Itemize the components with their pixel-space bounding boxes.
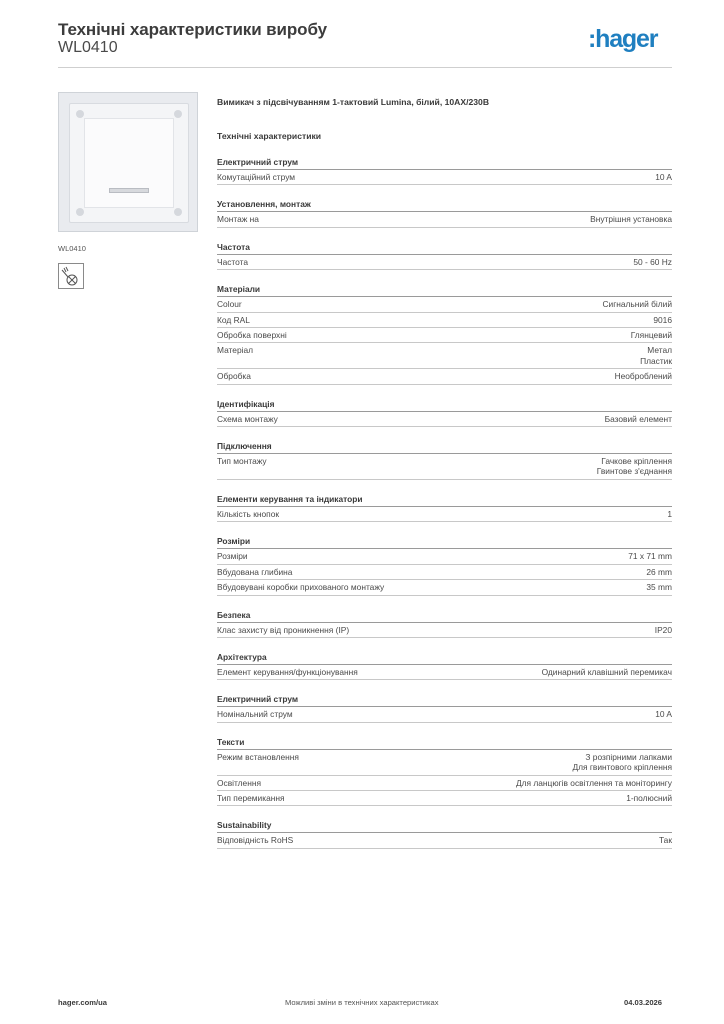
spec-value xyxy=(602,299,672,309)
section-title: Розміри xyxy=(217,536,672,549)
spec-label: Тип перемикання xyxy=(217,792,285,803)
spec-label: Код RAL xyxy=(217,314,250,325)
spec-value-line: Так xyxy=(658,835,672,846)
spec-value xyxy=(655,172,672,182)
spec-value-line: 50 - 60 Hz xyxy=(633,256,672,267)
spec-value-line: 10 A xyxy=(655,709,672,720)
spec-section xyxy=(217,242,672,270)
spec-row xyxy=(217,328,672,343)
spec-row xyxy=(217,833,672,848)
section-title: Елементи керування та індикатори xyxy=(217,494,672,507)
spec-heading: Технічні характеристики xyxy=(217,131,322,141)
product-image xyxy=(58,92,198,232)
spec-row xyxy=(217,750,672,776)
spec-row xyxy=(217,580,672,595)
spec-label: Кількість кнопок xyxy=(217,508,280,519)
spec-value-line: Для ланцюгів освітлення та моніторингу xyxy=(515,777,672,788)
spec-row xyxy=(217,313,672,328)
spec-value xyxy=(655,625,672,635)
spec-value xyxy=(646,582,672,592)
spec-label: Схема монтажу xyxy=(217,413,278,424)
spec-value-line: Одинарний клавішний перемикач xyxy=(541,666,672,677)
spec-sections xyxy=(217,157,672,849)
spec-section xyxy=(217,694,672,722)
spec-value-line: Метал xyxy=(647,345,672,356)
section-title: Частота xyxy=(217,242,672,255)
spec-value xyxy=(633,257,672,267)
spec-label: Colour xyxy=(217,299,242,310)
spec-section xyxy=(217,652,672,680)
spec-row xyxy=(217,212,672,227)
image-caption: WL0410 xyxy=(58,244,86,253)
spec-value xyxy=(631,330,672,340)
spec-value xyxy=(516,778,672,788)
spec-label: Частота xyxy=(217,256,249,267)
footer-date: 04.03.2026 xyxy=(624,998,663,1007)
spec-section xyxy=(217,737,672,807)
spec-row xyxy=(217,507,672,522)
spec-row xyxy=(217,791,672,806)
spec-label: Тип монтажу xyxy=(217,456,267,467)
footer-note: Можливі зміни в технічних характеристиках xyxy=(285,998,439,1007)
spec-row xyxy=(217,369,672,384)
spec-label: Режим встановлення xyxy=(217,751,299,762)
spec-value-line: IP20 xyxy=(654,624,672,635)
spec-section xyxy=(217,199,672,227)
spec-row xyxy=(217,549,672,564)
product-title: Вимикач з підсвічуванням 1-тактовий Lumina, білий, 10AX/230В xyxy=(217,97,490,107)
spec-label: Номінальний струм xyxy=(217,709,293,720)
spec-value-line: 1 xyxy=(667,508,672,519)
spec-value-line: 1-полюсний xyxy=(626,792,672,803)
spec-label: Комутаційний струм xyxy=(217,172,296,182)
spec-value-line: 26 mm xyxy=(646,566,672,577)
spec-section xyxy=(217,399,672,427)
spec-value xyxy=(646,567,672,577)
spec-row xyxy=(217,623,672,638)
spec-label: Розміри xyxy=(217,551,248,562)
spec-section xyxy=(217,441,672,480)
spec-row xyxy=(217,665,672,680)
hager-logo: :hager xyxy=(588,25,658,53)
spec-row xyxy=(217,454,672,480)
spec-value xyxy=(653,315,672,325)
spec-label: Обробка поверхні xyxy=(217,330,287,341)
spec-row xyxy=(217,297,672,312)
section-title: Архітектура xyxy=(217,652,672,665)
spec-value xyxy=(655,709,672,719)
spec-value-line: Глянцевий xyxy=(630,330,672,341)
spec-label: Монтаж на xyxy=(217,214,259,225)
spec-label: Матеріал xyxy=(217,345,254,356)
spec-row xyxy=(217,707,672,722)
spec-value xyxy=(659,835,672,845)
section-title: Тексти xyxy=(217,737,672,750)
spec-value-line: Сигнальний білий xyxy=(602,299,672,310)
spec-row xyxy=(217,343,672,369)
spec-section xyxy=(217,284,672,384)
spec-section xyxy=(217,820,672,848)
spec-value-line: 9016 xyxy=(653,314,672,325)
spec-label: Клас захисту від проникнення (IP) xyxy=(217,624,350,635)
section-title: Ідентифікація xyxy=(217,399,672,412)
spec-section xyxy=(217,536,672,595)
spec-value xyxy=(605,414,672,424)
spec-value xyxy=(590,214,672,224)
spec-row xyxy=(217,776,672,791)
spec-value xyxy=(626,793,672,803)
spec-value-line: Внутрішня установка xyxy=(590,214,672,225)
spec-value-line: З розпірними лапками xyxy=(585,751,672,762)
spec-row xyxy=(217,565,672,580)
switch-lamp-icon xyxy=(58,263,84,289)
spec-label: Обробка xyxy=(217,371,251,382)
spec-value xyxy=(597,456,672,477)
spec-value xyxy=(640,345,672,366)
spec-value-line: Гвинтове з'єднання xyxy=(596,466,672,477)
page-title: Технічні характеристики виробу xyxy=(58,20,327,39)
spec-value-line: Необроблений xyxy=(614,371,672,382)
section-title: Безпека xyxy=(217,610,672,623)
section-title: Установлення, монтаж xyxy=(217,199,672,212)
spec-section xyxy=(217,610,672,638)
spec-value-line: Для гвинтового кріплення xyxy=(572,762,672,773)
spec-value-line: Гачкове кріплення xyxy=(601,456,672,467)
spec-value xyxy=(667,509,672,519)
spec-label: Елемент керування/функціонування xyxy=(217,666,358,677)
section-title: Електричний струм xyxy=(217,157,672,170)
header-divider xyxy=(58,67,672,68)
spec-section xyxy=(217,494,672,522)
spec-value-line: 10 A xyxy=(655,172,672,182)
spec-value xyxy=(615,371,672,381)
spec-label: Освітлення xyxy=(217,777,261,788)
footer-website: hager.com/ua xyxy=(58,998,107,1007)
spec-value-line: Пластик xyxy=(640,355,672,366)
spec-value-line: 35 mm xyxy=(646,582,672,593)
spec-section xyxy=(217,157,672,185)
spec-value xyxy=(542,667,672,677)
section-title: Електричний струм xyxy=(217,694,672,707)
section-title: Sustainability xyxy=(217,820,672,833)
section-title: Матеріали xyxy=(217,284,672,297)
spec-row xyxy=(217,412,672,427)
spec-label: Вбудовувані коробки прихованого монтажу xyxy=(217,582,385,593)
spec-value xyxy=(628,551,672,561)
indicator-led xyxy=(109,188,149,193)
product-code: WL0410 xyxy=(58,39,118,56)
spec-value-line: Базовий елемент xyxy=(604,413,672,424)
spec-row xyxy=(217,170,672,185)
spec-label: Відповідність RoHS xyxy=(217,835,294,846)
spec-value-line: 71 x 71 mm xyxy=(628,551,672,562)
spec-content xyxy=(217,97,672,863)
spec-row xyxy=(217,255,672,270)
section-title: Підключення xyxy=(217,441,672,454)
spec-label: Вбудована глибина xyxy=(217,566,293,577)
spec-value xyxy=(572,752,672,773)
